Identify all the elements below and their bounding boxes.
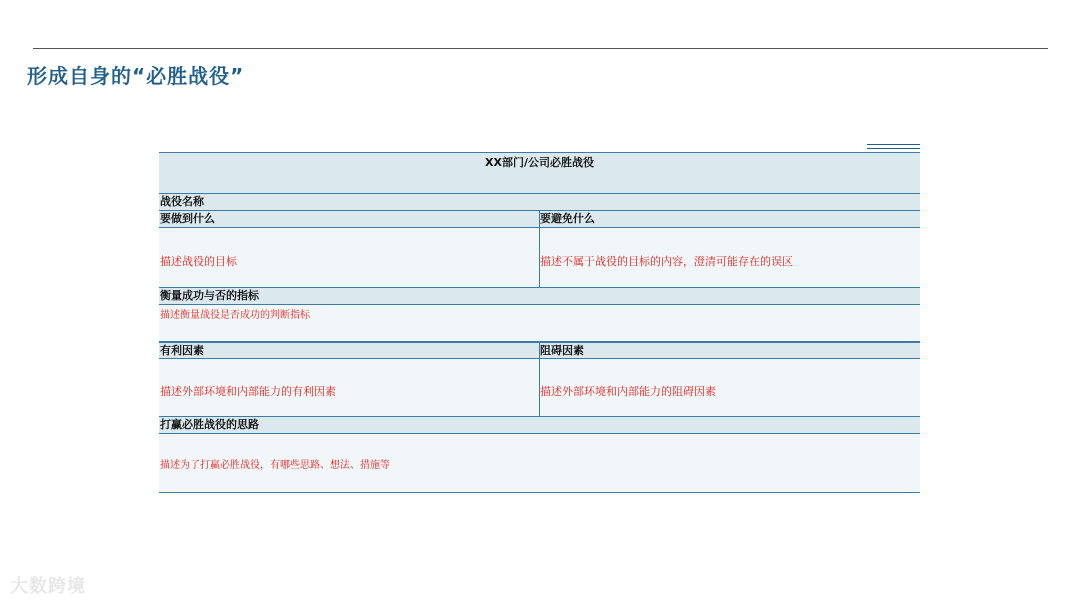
approach-body-row [159,434,920,493]
avoid-header-cell [539,211,919,227]
do-text: 描述战役的目标 [160,255,237,268]
favorable-text: 描述外部环境和内部能力的有利因素 [160,385,336,398]
obstacle-label: 阻碍因素 [540,344,584,357]
campaign-name-row [159,194,920,211]
top-divider [33,48,1048,49]
factors-header-row [159,342,920,359]
approach-header-row [159,417,920,434]
avoid-body-cell [539,228,919,287]
campaign-name-label: 战役名称 [160,195,204,208]
do-body-cell [159,228,539,287]
approach-label: 打赢必胜战役的思路 [160,418,259,431]
measure-label: 衡量成功与否的指标 [160,289,259,302]
favorable-body-cell [159,359,539,416]
obstacle-body-cell [539,359,919,416]
factors-body-row [159,359,920,417]
favorable-header-cell [159,343,539,358]
badge-line [867,144,920,145]
do-avoid-header-row [159,211,920,228]
avoid-label: 要避免什么 [540,212,595,225]
measure-text: 描述衡量战役是否成功的判断指标 [160,310,310,321]
avoid-text: 描述不属于战役的目标的内容，澄清可能存在的误区 [540,255,793,268]
do-label: 要做到什么 [160,212,215,225]
measure-body-row [159,305,920,342]
approach-text: 描述为了打赢必胜战役，有哪些思路、想法、措施等 [160,460,390,471]
table-header [159,152,920,194]
table-header-title: XX部门/公司必胜战役 [485,156,594,169]
measure-header-row [159,288,920,305]
obstacle-header-cell [539,343,919,358]
obstacle-text: 描述外部环境和内部能力的阻碍因素 [540,385,716,398]
do-header-cell [159,211,539,227]
favorable-label: 有利因素 [160,344,204,357]
page-title: 形成自身的“必胜战役” [27,64,245,88]
badge-line [867,148,920,149]
do-avoid-body-row [159,228,920,288]
watermark-logo: 大数跨境 [10,576,86,597]
